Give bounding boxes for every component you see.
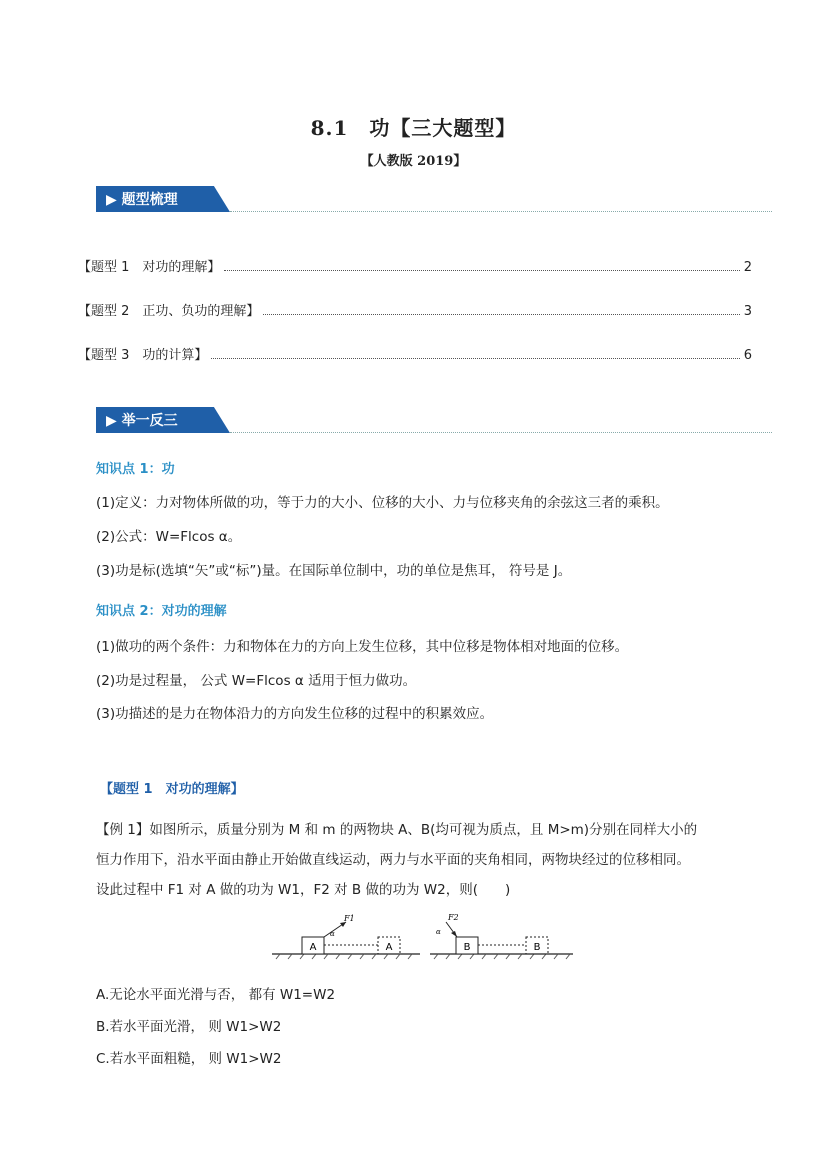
answer-option-b[interactable]: B.若水平面光滑， 则 W1>W2	[96, 1019, 282, 1035]
edition-label: 【人教版 2019】	[360, 154, 467, 169]
block-a-label: A	[309, 942, 317, 953]
knowledge-item: (3)功描述的是力在物体沿力的方向发生位移的过程中的积累效应。	[96, 706, 494, 722]
force-label-f2: F2	[448, 913, 459, 922]
toc-leader	[263, 314, 739, 315]
banner-label: 举一反三	[121, 413, 178, 429]
toc-leader	[224, 270, 739, 271]
toc-label: 【题型 3 功的计算】	[78, 348, 208, 363]
knowledge-title: 知识点 1：功	[96, 462, 175, 477]
example-line: 设此过程中 F1 对 A 做的功为 W1，F2 对 B 做的功为 W2，则( )	[96, 882, 511, 898]
banner-divider	[230, 432, 772, 433]
banner-divider	[230, 211, 772, 212]
example-line: 【例 1】如图所示，质量分别为 M 和 m 的两物块 A、B(均可视为质点，且 M>m)分别在同样大小的	[96, 822, 698, 838]
toc-leader	[211, 358, 739, 359]
toc-item[interactable]	[78, 257, 752, 275]
angle-label: α	[330, 930, 335, 938]
answer-option-a[interactable]: A.无论水平面光滑与否， 都有 W1=W2	[96, 987, 336, 1003]
answer-option-c[interactable]: C.若水平面粗糙， 则 W1>W2	[96, 1051, 282, 1067]
toc-label: 【题型 2 正功、负功的理解】	[78, 304, 260, 319]
force-label-f1: F1	[344, 914, 355, 923]
toc-page: 3	[743, 304, 752, 319]
toc-item[interactable]	[78, 345, 752, 363]
knowledge-item: (2)公式：W=Flcos α。	[96, 529, 242, 545]
banner-label: 题型梳理	[121, 192, 178, 208]
ground-hatch-right	[434, 954, 570, 959]
play-icon: ▶	[106, 413, 122, 429]
angle-label: α	[436, 928, 441, 936]
arrowhead	[451, 931, 457, 937]
example-line: 恒力作用下，沿水平面由静止开始做直线运动，两力与水平面的夹角相同，两物块经过的位移相同。	[96, 852, 690, 868]
knowledge-item: (3)功是标(选填“矢”或“标”)量。在国际单位制中，功的单位是焦耳， 符号是 J。	[96, 563, 572, 579]
knowledge-item: (1)定义：力对物体所做的功，等于力的大小、位移的大小、力与位移夹角的余弦这三者的乘积。	[96, 495, 669, 511]
knowledge-item: (2)功是过程量， 公式 W=Flcos α 适用于恒力做功。	[96, 673, 417, 689]
block-b-final-label: B	[533, 942, 541, 953]
knowledge-title: 知识点 2：对功的理解	[96, 604, 227, 619]
block-a-final-label: A	[385, 942, 393, 953]
ground-hatch-left	[276, 954, 412, 959]
toc-label: 【题型 1 对功的理解】	[78, 260, 221, 275]
play-icon: ▶	[106, 192, 122, 208]
toc-page: 2	[743, 260, 752, 275]
example-question	[96, 815, 756, 905]
question-type-title: 【题型 1 对功的理解】	[100, 782, 244, 797]
block-b-label: B	[463, 942, 471, 953]
page-title: 8.1 功【三大题型】	[310, 116, 517, 140]
toc-item[interactable]	[78, 301, 752, 319]
section-banner-overview	[96, 186, 772, 212]
knowledge-item: (1)做功的两个条件：力和物体在力的方向上发生位移，其中位移是物体相对地面的位移。	[96, 639, 629, 655]
force-diagram	[270, 912, 575, 964]
section-banner-practice	[96, 407, 772, 433]
toc-page: 6	[743, 348, 752, 363]
